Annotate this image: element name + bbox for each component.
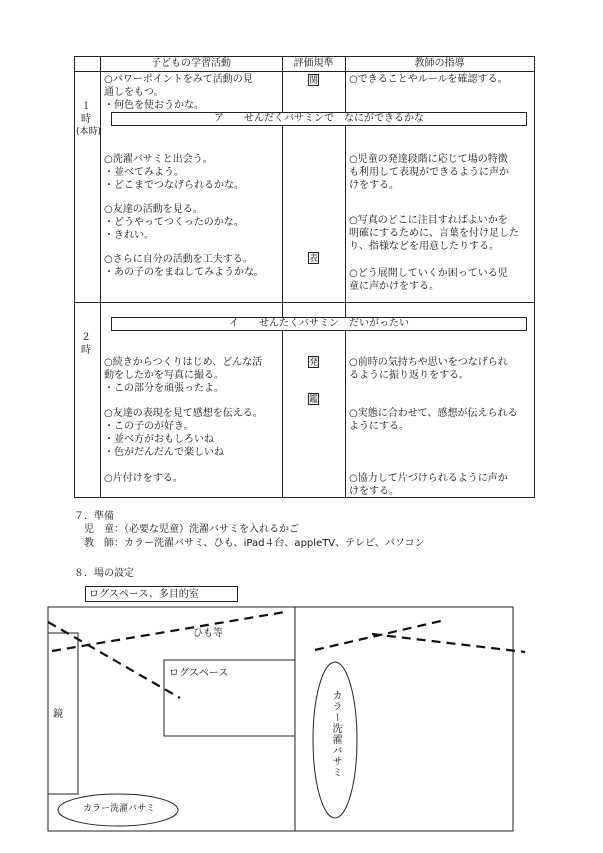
- s2-tch-0: ○前時の気持ちや思いをつなげられ: [349, 357, 508, 368]
- s1-act-5: ・どこまでつなげられるかな。: [104, 180, 244, 191]
- s1-tch-2: も利用して表現ができるように声か: [349, 167, 509, 178]
- logspace-label: ログスペース: [169, 668, 229, 679]
- s2-stamp-1: 鑑: [309, 395, 319, 405]
- s1-tch-5: 明確にするために、言葉を付け足した: [349, 228, 519, 239]
- s1-tch-4: ○写真のどこに注目すればよいかを: [349, 215, 508, 226]
- s2-act-3: ○友達の表現を見て感想を伝える。: [104, 408, 263, 419]
- s1-stamp-1: 表: [309, 254, 319, 264]
- s2-act-2: ・この部分を頑張ったよ。: [104, 383, 224, 394]
- s2-tch-5: けをする。: [349, 486, 399, 497]
- s1-act-10: ・あの子のをまねしてみようかな。: [104, 267, 264, 278]
- s2-stamp-0: 発: [309, 358, 319, 368]
- s1-act-4: ・並べてみよう。: [104, 167, 184, 178]
- room-label: ログスペース、多目的室: [89, 589, 199, 600]
- s2-act-6: ・色がだんだんで楽しいね: [104, 447, 224, 458]
- s1-act-9: ○さらに自分の活動を工夫する。: [104, 254, 253, 265]
- s1-act-0: ○パワーポイントをみて活動の見: [104, 74, 253, 85]
- session2-number: ２: [81, 332, 91, 343]
- s1-act-2: ・何色を使おうかな。: [104, 100, 204, 111]
- header-criteria: 評価規準: [293, 58, 334, 69]
- prep-teacher: 教 師：カラー洗濯バサミ、ひも、iPad４台、appleTV、テレビ、パソコン: [84, 538, 425, 549]
- header-activity: 子どもの学習活動: [151, 58, 231, 69]
- session1-ji: 時: [81, 114, 91, 125]
- s1-tch-1: ○児童の発達段階に応じて場の特徴: [349, 154, 508, 165]
- string-label: ひも等: [193, 628, 223, 639]
- s1-act-1: 通しをもつ。: [104, 87, 164, 98]
- prep-children: 児 童：（必要な児童）洗濯バサミを入れるかご: [84, 524, 299, 535]
- prep-title: ７．準備: [74, 511, 114, 522]
- s1-act-6: ○友達の活動を見る。: [104, 204, 203, 215]
- header-teacher: 教師の指導: [414, 58, 465, 69]
- setting-title: ８．場の設定: [74, 568, 134, 579]
- s1-act-7: ・どうやってつくったのかな。: [104, 217, 244, 228]
- s1-act-8: ・きれい。: [104, 230, 154, 241]
- session2-ji: 時: [81, 345, 91, 356]
- s1-tch-0: ○できることやルールを確認する。: [349, 74, 508, 85]
- s1-tch-6: り、指様などを用意したりする。: [349, 241, 499, 252]
- session1-number: １: [81, 101, 91, 112]
- s2-act-7: ○片付けをする。: [104, 473, 183, 484]
- s2-act-4: ・この子のが好き。: [104, 421, 194, 432]
- s1-stamp-0: 関: [309, 76, 319, 86]
- s1-tch-7: ○どう展開していくか困っている児: [349, 268, 508, 279]
- mirror-label: 鏡: [53, 709, 63, 720]
- s2-tch-2: ○実態に合わせて、感想が伝えられる: [349, 408, 518, 419]
- s2-tch-4: ○協力して片づけられるように声か: [349, 473, 508, 484]
- s2-act-0: ○続きからつくりはじめ、どんな活: [104, 357, 263, 368]
- string-line-4: [372, 634, 525, 652]
- session1-banner: ア せんだくバサミンで なにができるかな: [111, 112, 527, 126]
- s1-act-3: ○洗濯バサミと出会う。: [104, 154, 213, 165]
- session2-banner: イ せんたくバサミン だいがったい: [111, 317, 527, 331]
- s1-tch-8: 童に声かけをする。: [349, 281, 439, 292]
- string-line-2: [52, 612, 285, 651]
- clips-vertical-label: カラー洗濯バサミ: [330, 690, 341, 778]
- s2-tch-1: るように振り返りをする。: [349, 370, 469, 381]
- s2-act-1: 動をしたかを写真に撮る。: [104, 370, 224, 381]
- session1-note: (本時): [76, 127, 102, 137]
- s2-tch-3: ようにする。: [349, 421, 409, 432]
- clips-bottom-label: カラー洗濯バサミ: [83, 804, 156, 814]
- s2-act-5: ・並べ方がおもしろいね: [104, 434, 214, 445]
- s1-tch-3: けをする。: [349, 180, 399, 191]
